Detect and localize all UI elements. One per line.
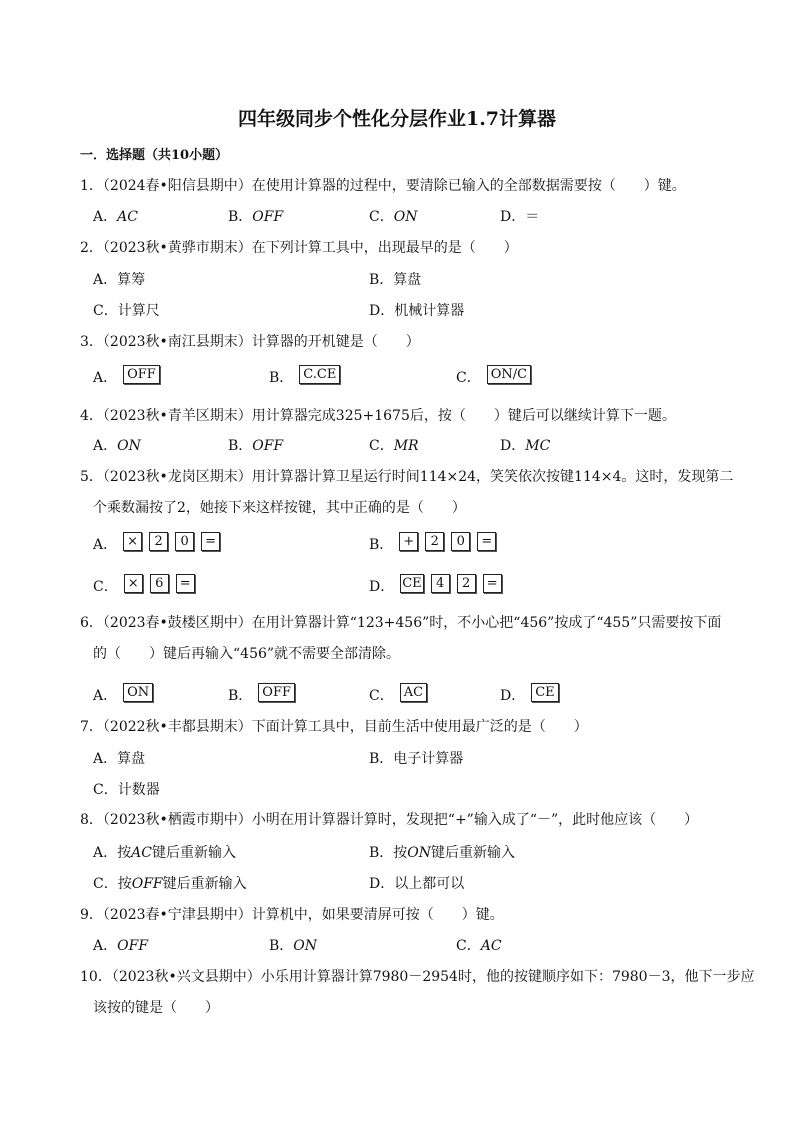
calculator-key: 2 (425, 532, 444, 551)
q9-option-b: B．ON (269, 938, 318, 954)
q2-option-c: C．计算尺 (93, 303, 160, 319)
q2-option-d: D．机械计算器 (369, 303, 465, 319)
key-ce: CE (531, 683, 558, 702)
q6-option-a: A． ON (93, 683, 153, 705)
q6-option-d: D． CE (500, 683, 559, 705)
q9-option-c: C．AC (456, 938, 502, 954)
q4-option-b: B．OFF (228, 438, 284, 454)
q2-option-a: A．算筹 (93, 272, 146, 288)
q5-option-d: D． CE 4 2 = (369, 574, 502, 596)
q2-option-b: B．算盘 (369, 272, 422, 288)
question-6-line-1: 6．（2023春•鼓楼区期中）在用计算器计算“123+456”时，不小心把“456”按成了“455”只需要按下面 (80, 615, 722, 631)
section-heading: 一．选择题（共10小题） (80, 148, 229, 163)
q5-option-c: C． × 6 = (93, 574, 195, 596)
calculator-key: 4 (431, 574, 450, 593)
key-on: ON (123, 683, 153, 702)
question-5-line-1: 5．（2023秋•龙岗区期末）用计算器计算卫星运行时间114×24，笑笑依次按键114×4。这时，发现第二 (80, 469, 734, 485)
calculator-key: = (201, 532, 220, 551)
calculator-key: × (123, 532, 142, 551)
calculator-key: + (399, 532, 418, 551)
question-5-line-2: 个乘数漏按了2，她接下来这样按键，其中正确的是（ ） (93, 500, 466, 516)
calculator-key: = (477, 532, 496, 551)
q7-option-a: A．算盘 (93, 751, 146, 767)
q3-option-c: C． ON/C (456, 365, 531, 387)
key-off: OFF (258, 683, 295, 702)
q4-option-d: D．MC (500, 438, 551, 454)
calculator-key: = (483, 574, 502, 593)
q6-option-c: C． AC (369, 683, 427, 705)
q9-option-a: A．OFF (93, 938, 149, 954)
page-title: 四年级同步个性化分层作业1.7计算器 (237, 108, 557, 130)
calculator-key: 0 (451, 532, 470, 551)
q5-option-a: A． × 2 0 = (93, 532, 220, 554)
question-9: 9．（2023春•宁津县期中）计算机中，如果要清屏可按（ ）键。 (80, 907, 504, 923)
key-off: OFF (123, 365, 160, 384)
question-4: 4．（2023秋•青羊区期末）用计算器完成325+1675后，按（ ）键后可以继续计算下一题。 (80, 408, 676, 424)
calculator-key: × (124, 574, 143, 593)
key-on-c: ON/C (487, 365, 531, 384)
q5-option-b: B． + 2 0 = (369, 532, 496, 554)
q1-option-c: C．ON (369, 209, 418, 225)
key-c-ce: C.CE (299, 365, 340, 384)
question-10-line-1: 10．（2023秋•兴文县期中）小乐用计算器计算7980－2954时，他的按键顺序如下：7980－3，他下一步应 (80, 969, 755, 985)
q3-option-b: B． C.CE (269, 365, 340, 387)
q8-option-c: C．按OFF键后重新输入 (93, 876, 247, 892)
question-1: 1．（2024春•阳信县期中）在使用计算器的过程中，要清除已输入的全部数据需要按（ ）键。 (80, 178, 686, 194)
question-7: 7．（2022秋•丰都县期末）下面计算工具中，目前生活中使用最广泛的是（ ） (80, 719, 588, 735)
q6-option-b: B． OFF (228, 683, 295, 705)
question-3: 3．（2023秋•南江县期末）计算器的开机键是（ ） (80, 334, 420, 350)
q7-option-c: C．计数器 (93, 782, 160, 798)
q8-option-a: A．按AC键后重新输入 (93, 845, 236, 861)
q7-option-b: B．电子计算器 (369, 751, 464, 767)
q8-option-d: D．以上都可以 (369, 876, 465, 892)
calculator-key: = (176, 574, 195, 593)
q8-option-b: B．按ON键后重新输入 (369, 845, 516, 861)
calculator-key: CE (402, 576, 422, 591)
calculator-key: 2 (149, 532, 168, 551)
calculator-key: 6 (150, 574, 169, 593)
calculator-key: 2 (457, 574, 476, 593)
q1-option-b: B．OFF (228, 209, 284, 225)
question-8: 8．（2023秋•栖霞市期中）小明在用计算器计算时，发现把“+”输入成了“－”，此时他应该（ ） (80, 812, 699, 828)
question-2: 2．（2023秋•黄骅市期末）在下列计算工具中，出现最早的是（ ） (80, 240, 518, 256)
q1-option-d: D．＝ (500, 209, 540, 225)
key-ac: AC (400, 683, 427, 702)
question-10-line-2: 该按的键是（ ） (93, 1000, 219, 1016)
q4-option-c: C．MR (369, 438, 419, 454)
q3-option-a: A． OFF (93, 365, 160, 387)
calculator-key: 0 (175, 532, 194, 551)
q4-option-a: A．ON (93, 438, 141, 454)
q1-option-a: A．AC (93, 209, 138, 225)
question-6-line-2: 的（ ）键后再输入“456”就不需要全部清除。 (93, 646, 401, 662)
